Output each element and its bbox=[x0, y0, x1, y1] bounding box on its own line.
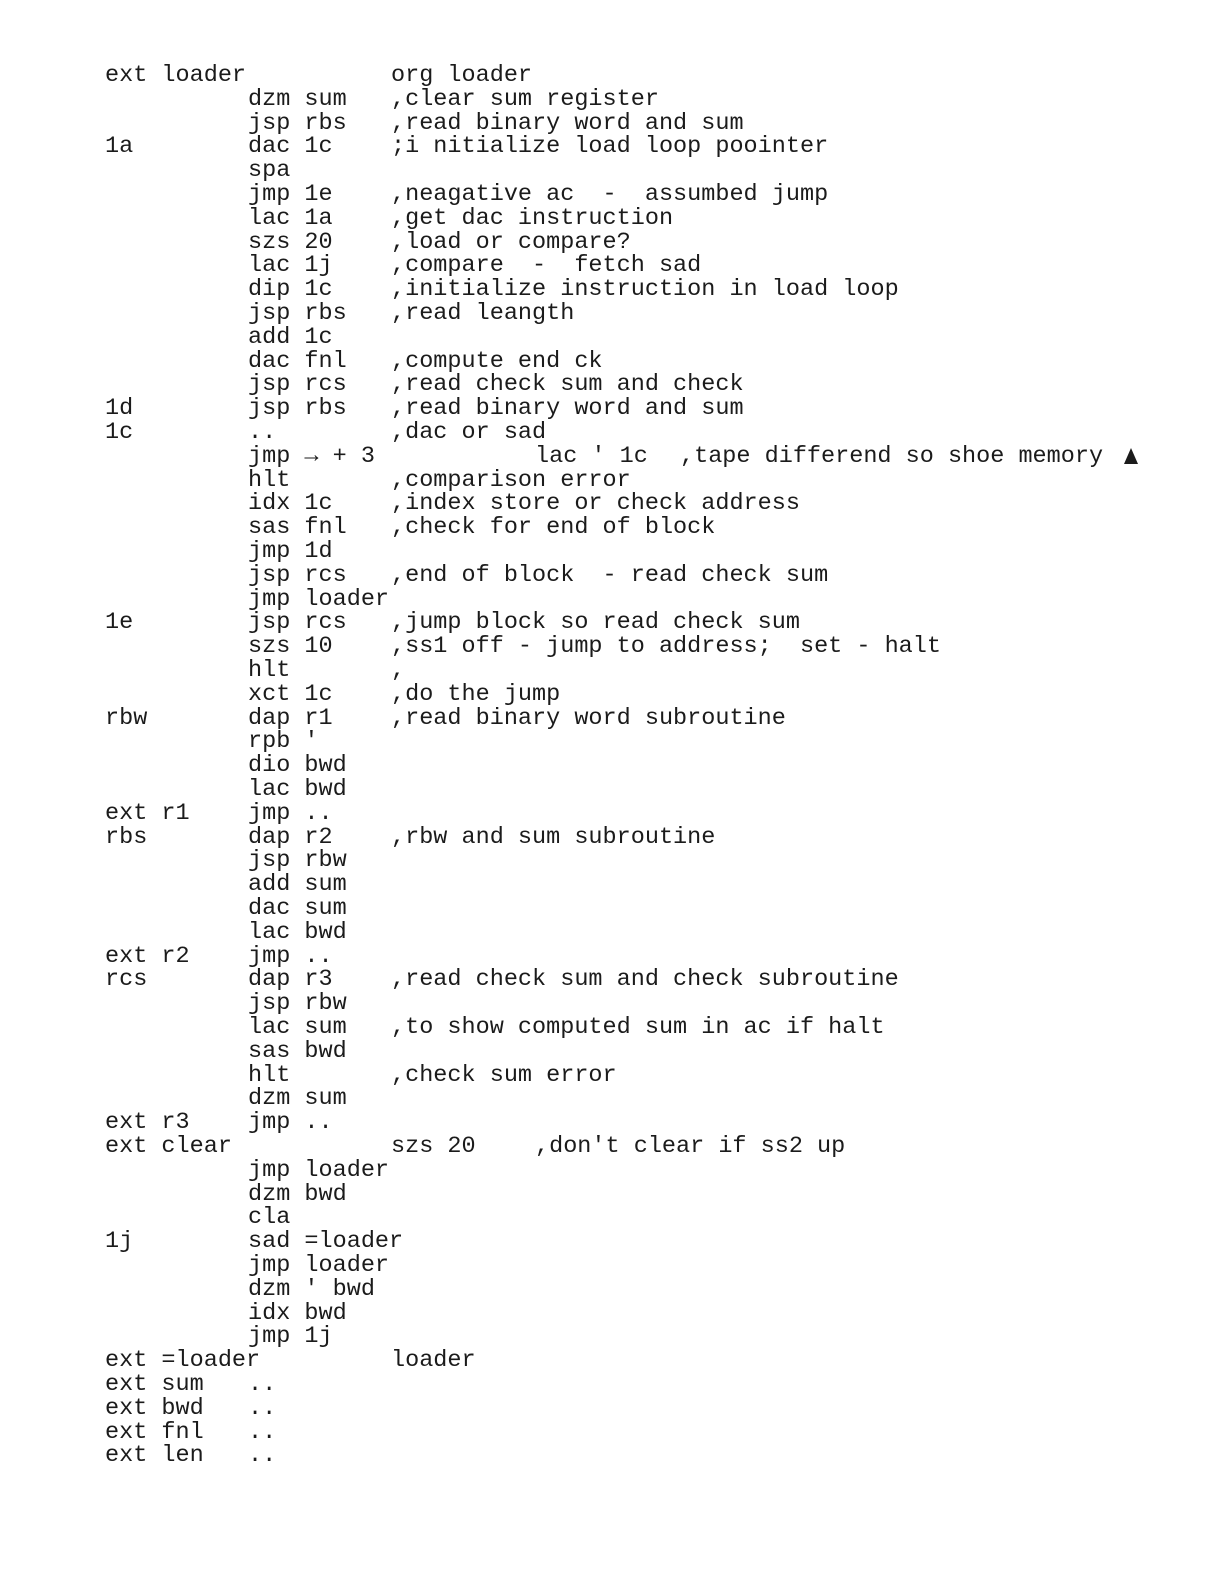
listing-line bbox=[0, 1299, 1224, 1327]
comment-field: szs 20 bbox=[391, 1133, 476, 1160]
instruction-field: lac bwd bbox=[248, 776, 347, 803]
listing-line bbox=[0, 561, 1224, 589]
label-field: ext sum bbox=[105, 1371, 204, 1398]
instruction-field: .. bbox=[248, 1371, 277, 1398]
listing-line bbox=[0, 1111, 1224, 1135]
instruction-field: .. bbox=[248, 1442, 277, 1470]
label-field: 1a bbox=[105, 133, 134, 161]
instruction-field: jmp loader bbox=[248, 1156, 390, 1184]
instruction-field: lac sum bbox=[248, 1014, 347, 1041]
listing-line bbox=[0, 873, 1224, 897]
instruction-field: jmp loader bbox=[248, 585, 390, 613]
instruction-field: dio bwd bbox=[248, 752, 347, 780]
label-field: ext len bbox=[105, 1442, 204, 1470]
comment-field: ,dac or sad bbox=[391, 419, 547, 446]
comment-field: ,load or compare? bbox=[391, 228, 631, 256]
secondary-instruction-field: ,don't clear if ss2 up bbox=[535, 1133, 846, 1160]
instruction-field: dzm sum bbox=[248, 1085, 347, 1113]
instruction-field: .. bbox=[248, 1394, 277, 1422]
instruction-field: sas fnl bbox=[248, 514, 347, 542]
instruction-field: jmp .. bbox=[248, 799, 333, 827]
listing-line bbox=[0, 799, 1224, 827]
instruction-field: dap r3 bbox=[248, 966, 333, 994]
listing-line bbox=[0, 397, 1224, 421]
comment-field: ,jump block so read check sum bbox=[391, 609, 800, 637]
listing-line bbox=[0, 421, 1224, 445]
listing-line bbox=[0, 1230, 1224, 1254]
comment-field: ,read check sum and check subroutine bbox=[391, 966, 899, 994]
listing-line bbox=[0, 680, 1224, 708]
instruction-field: jmp 1j bbox=[248, 1323, 333, 1351]
comment-field: ,read binary word and sum bbox=[391, 395, 744, 423]
listing-line bbox=[0, 1444, 1224, 1468]
listing-line bbox=[0, 918, 1224, 946]
listing-line bbox=[0, 1016, 1224, 1040]
listing-line bbox=[0, 135, 1224, 159]
listing-line bbox=[0, 1418, 1224, 1446]
listing-line bbox=[0, 849, 1224, 873]
instruction-field: jsp rbs bbox=[248, 300, 347, 327]
listing-line bbox=[0, 1087, 1224, 1111]
instruction-field: dap r2 bbox=[248, 823, 333, 851]
instruction-field: hlt bbox=[248, 657, 291, 684]
listing-line bbox=[0, 1254, 1224, 1278]
instruction-field: .. bbox=[248, 1418, 277, 1446]
listing-line bbox=[0, 1206, 1224, 1230]
label-field: 1c bbox=[105, 419, 134, 446]
comment-field: ,read leangth bbox=[391, 300, 575, 327]
listing-line bbox=[0, 347, 1224, 375]
label-field: ext r1 bbox=[105, 799, 190, 827]
instruction-field: add 1c bbox=[248, 323, 333, 351]
listing-line bbox=[0, 373, 1224, 397]
listing-line bbox=[0, 540, 1224, 564]
secondary-comment-field: ,tape differend so shoe memory bbox=[680, 442, 1104, 470]
listing-line bbox=[0, 204, 1224, 232]
instruction-field: jsp rbs bbox=[248, 109, 347, 137]
listing-line bbox=[0, 492, 1224, 516]
comment-field: ,compare - fetch sad bbox=[391, 252, 702, 280]
listing-line bbox=[0, 254, 1224, 278]
instruction-field: dzm ' bwd bbox=[248, 1275, 375, 1303]
comment-field: ,do the jump bbox=[391, 680, 561, 708]
instruction-field: jmp .. bbox=[248, 942, 333, 970]
listing-line bbox=[0, 278, 1224, 302]
comment-field: ,rbw and sum subroutine bbox=[391, 823, 716, 851]
listing-line bbox=[0, 109, 1224, 137]
instruction-field: jsp rcs bbox=[248, 561, 347, 589]
label-field: ext loader bbox=[105, 62, 247, 89]
instruction-field: szs 20 bbox=[248, 228, 333, 256]
comment-field: ,get dac instruction bbox=[391, 204, 674, 232]
listing-line bbox=[0, 823, 1224, 851]
label-field: ext fnl bbox=[105, 1418, 204, 1446]
listing-line bbox=[0, 1156, 1224, 1184]
listing-line bbox=[0, 85, 1224, 113]
triangle-mark-icon bbox=[1124, 448, 1138, 464]
instruction-field: .. bbox=[248, 419, 277, 446]
listing-line bbox=[0, 897, 1224, 921]
comment-field: ,read binary word and sum bbox=[391, 109, 744, 137]
instruction-field: xct 1c bbox=[248, 680, 333, 708]
instruction-field: jsp rcs bbox=[248, 371, 347, 399]
instruction-field: hlt bbox=[248, 466, 291, 494]
listing-line bbox=[0, 228, 1224, 256]
instruction-field: jmp 1d bbox=[248, 538, 333, 565]
instruction-field: szs 10 bbox=[248, 633, 333, 661]
instruction-field: jmp → + 3 bbox=[248, 442, 375, 470]
comment-field: ,read check sum and check bbox=[391, 371, 744, 399]
listing-line bbox=[0, 1275, 1224, 1303]
listing-line bbox=[0, 1135, 1224, 1159]
instruction-field: sad =loader bbox=[248, 1228, 404, 1256]
instruction-field: dac sum bbox=[248, 895, 347, 922]
label-field: rbw bbox=[105, 704, 148, 732]
listing-line bbox=[0, 754, 1224, 778]
listing-line bbox=[0, 159, 1224, 183]
instruction-field: add sum bbox=[248, 871, 347, 899]
listing-line bbox=[0, 323, 1224, 351]
comment-field: ,check sum error bbox=[391, 1061, 617, 1089]
listing-line bbox=[0, 1349, 1224, 1373]
instruction-field: hlt bbox=[248, 1061, 291, 1089]
listing-line bbox=[0, 585, 1224, 613]
instruction-field: idx 1c bbox=[248, 490, 333, 518]
instruction-field: dzm sum bbox=[248, 85, 347, 113]
instruction-field: cla bbox=[248, 1204, 291, 1232]
listing-line bbox=[0, 1394, 1224, 1422]
listing-line bbox=[0, 442, 1224, 470]
listing-line bbox=[0, 611, 1224, 635]
comment-field: ,comparison error bbox=[391, 466, 631, 494]
comment-field: ,index store or check address bbox=[391, 490, 800, 518]
listing-line bbox=[0, 1061, 1224, 1089]
instruction-field: rpb ' bbox=[248, 728, 319, 756]
listing-line bbox=[0, 1037, 1224, 1065]
comment-field: org loader bbox=[391, 62, 533, 89]
secondary-instruction-field: lac ' 1c bbox=[535, 442, 648, 470]
comment-field: ,compute end ck bbox=[391, 347, 603, 375]
instruction-field: jsp rcs bbox=[248, 609, 347, 637]
listing-line bbox=[0, 704, 1224, 732]
listing-line bbox=[0, 64, 1224, 88]
listing-line bbox=[0, 1325, 1224, 1349]
listing-line bbox=[0, 466, 1224, 494]
listing-line bbox=[0, 1373, 1224, 1397]
label-field: rbs bbox=[105, 823, 148, 851]
listing-line bbox=[0, 635, 1224, 659]
label-field: 1e bbox=[105, 609, 134, 637]
comment-field: ,initialize instruction in load loop bbox=[391, 276, 899, 304]
instruction-field: jsp rbs bbox=[248, 395, 347, 423]
comment-field: ,ss1 off - jump to address; set - halt bbox=[391, 633, 941, 661]
instruction-field: dap r1 bbox=[248, 704, 333, 732]
instruction-field: jmp 1e bbox=[248, 181, 333, 208]
listing-line bbox=[0, 730, 1224, 754]
instruction-field: jmp loader bbox=[248, 1252, 390, 1279]
comment-field: , bbox=[391, 657, 406, 684]
instruction-field: jmp .. bbox=[248, 1109, 333, 1137]
label-field: 1j bbox=[105, 1228, 134, 1256]
label-field: ext bwd bbox=[105, 1394, 204, 1422]
comment-field: ,read binary word subroutine bbox=[391, 704, 786, 732]
label-field: 1d bbox=[105, 395, 134, 423]
comment-field: ;i nitialize load loop poointer bbox=[391, 133, 829, 161]
instruction-field: sas bwd bbox=[248, 1037, 347, 1065]
listing-line bbox=[0, 992, 1224, 1016]
listing-line bbox=[0, 778, 1224, 802]
comment-field: ,neagative ac - assumbed jump bbox=[391, 181, 829, 208]
comment-field: loader bbox=[391, 1347, 476, 1375]
comment-field: ,to show computed sum in ac if halt bbox=[391, 1014, 885, 1041]
label-field: ext r2 bbox=[105, 942, 190, 970]
listing-line bbox=[0, 302, 1224, 326]
instruction-field: jsp rbw bbox=[248, 990, 347, 1018]
label-field: rcs bbox=[105, 966, 148, 994]
instruction-field: lac 1a bbox=[248, 204, 333, 232]
listing-line bbox=[0, 659, 1224, 683]
listing-line bbox=[0, 1180, 1224, 1208]
instruction-field: jsp rbw bbox=[248, 847, 347, 875]
label-field: ext =loader bbox=[105, 1347, 261, 1375]
listing-line bbox=[0, 968, 1224, 992]
instruction-field: idx bwd bbox=[248, 1299, 347, 1327]
instruction-field: lac bwd bbox=[248, 918, 347, 946]
instruction-field: dip 1c bbox=[248, 276, 333, 304]
instruction-field: dac 1c bbox=[248, 133, 333, 161]
instruction-field: lac 1j bbox=[248, 252, 333, 280]
instruction-field: dac fnl bbox=[248, 347, 347, 375]
comment-field: ,end of block - read check sum bbox=[391, 561, 829, 589]
label-field: ext clear bbox=[105, 1133, 232, 1160]
label-field: ext r3 bbox=[105, 1109, 190, 1137]
comment-field: ,check for end of block bbox=[391, 514, 716, 542]
comment-field: ,clear sum register bbox=[391, 85, 659, 113]
listing-line bbox=[0, 516, 1224, 540]
listing-line bbox=[0, 183, 1224, 207]
instruction-field: spa bbox=[248, 157, 291, 185]
listing-line bbox=[0, 942, 1224, 970]
instruction-field: dzm bwd bbox=[248, 1180, 347, 1208]
